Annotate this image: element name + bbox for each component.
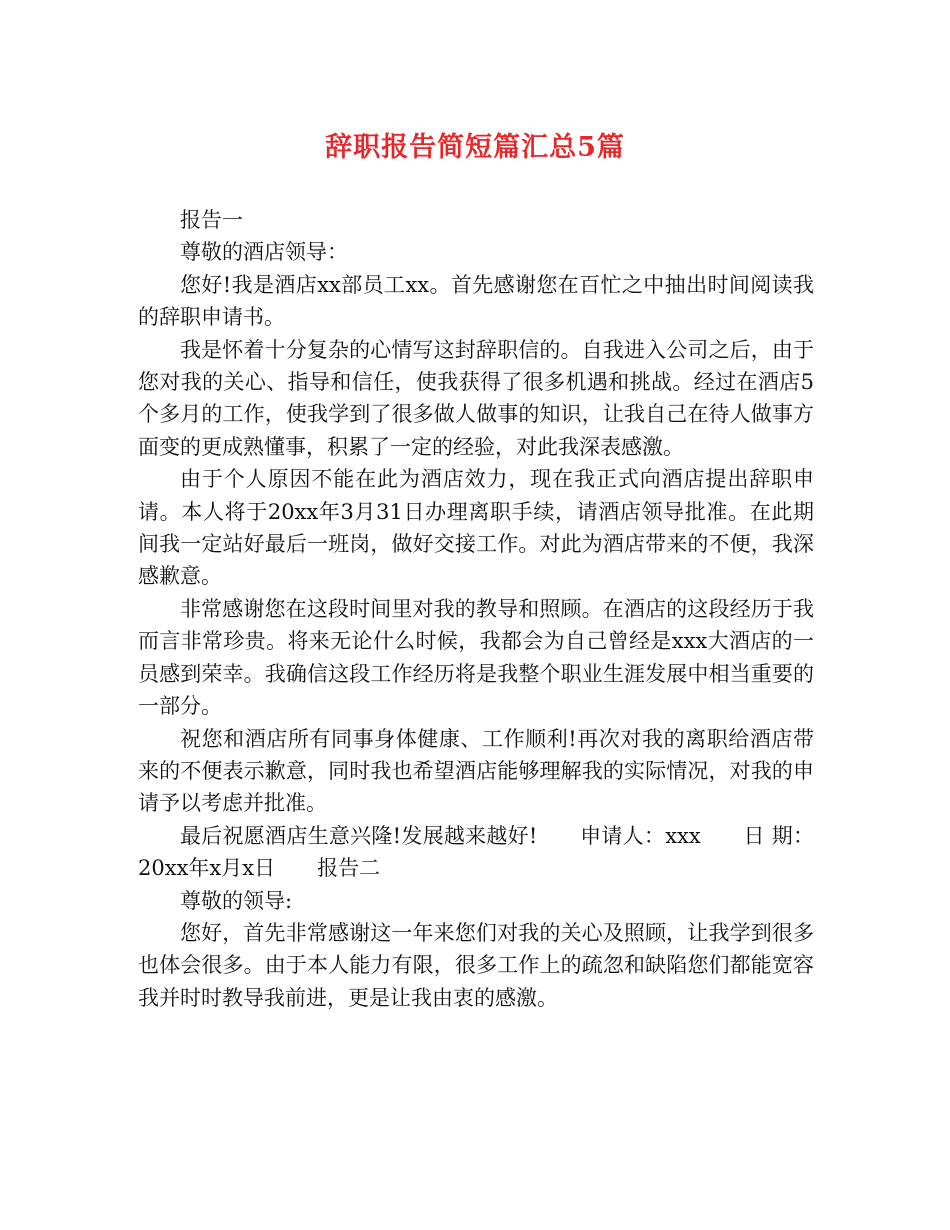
paragraph-salutation-leader: 尊敬的领导:	[180, 888, 293, 913]
document-body	[138, 204, 814, 1014]
paragraph-salutation-hotel: 尊敬的酒店领导：	[180, 240, 348, 265]
paragraph-wishes: 祝您和酒店所有同事身体健康、工作顺利!再次对我的离职给酒店带来的不便表示歉意，同时我也希望酒店能够理解我的实际情况，对我的申请予以考虑并批准。	[138, 726, 814, 816]
paragraph-gratitude: 我是怀着十分复杂的心情写这封辞职信的。自我进入公司之后，由于您对我的关心、指导和信任，使我获得了很多机遇和挑战。经过在酒店5个多月的工作，使我学到了很多做人做事的知识，让我自己在待人做事方面变的更成熟懂事，积累了一定的经验，对此我深表感激。	[138, 337, 814, 459]
paragraph-closing-signature: 最后祝愿酒店生意兴隆!发展越来越好! 申请人：xxx 日 期：20xx年x月x日 报告二	[138, 823, 814, 881]
paragraph-greeting: 您好!我是酒店xx部员工xx。首先感谢您在百忙之中抽出时间阅读我的辞职申请书。	[138, 272, 814, 330]
paragraph-report-two-body: 您好，首先非常感谢这一年来您们对我的关心及照顾，让我学到很多也体会很多。由于本人能力有限，很多工作上的疏忽和缺陷您们都能宽容我并时时教导我前进，更是让我由衷的感激。	[138, 920, 814, 1010]
document-title: 辞职报告简短篇汇总5篇	[325, 132, 625, 163]
paragraph-resignation-request: 由于个人原因不能在此为酒店效力，现在我正式向酒店提出辞职申请。本人将于20xx年3月31日办理离职手续，请酒店领导批准。在此期间我一定站好最后一班岗，做好交接工作。对此为酒店带来的不便，我深感歉意。	[138, 467, 814, 589]
paragraph-thanks: 非常感谢您在这段时间里对我的教导和照顾。在酒店的这段经历于我而言非常珍贵。将来无论什么时候，我都会为自己曾经是xxx大酒店的一员感到荣幸。我确信这段工作经历将是我整个职业生涯发展中相当重要的一部分。	[138, 596, 814, 719]
paragraph-report-one-heading: 报告一	[180, 208, 243, 232]
